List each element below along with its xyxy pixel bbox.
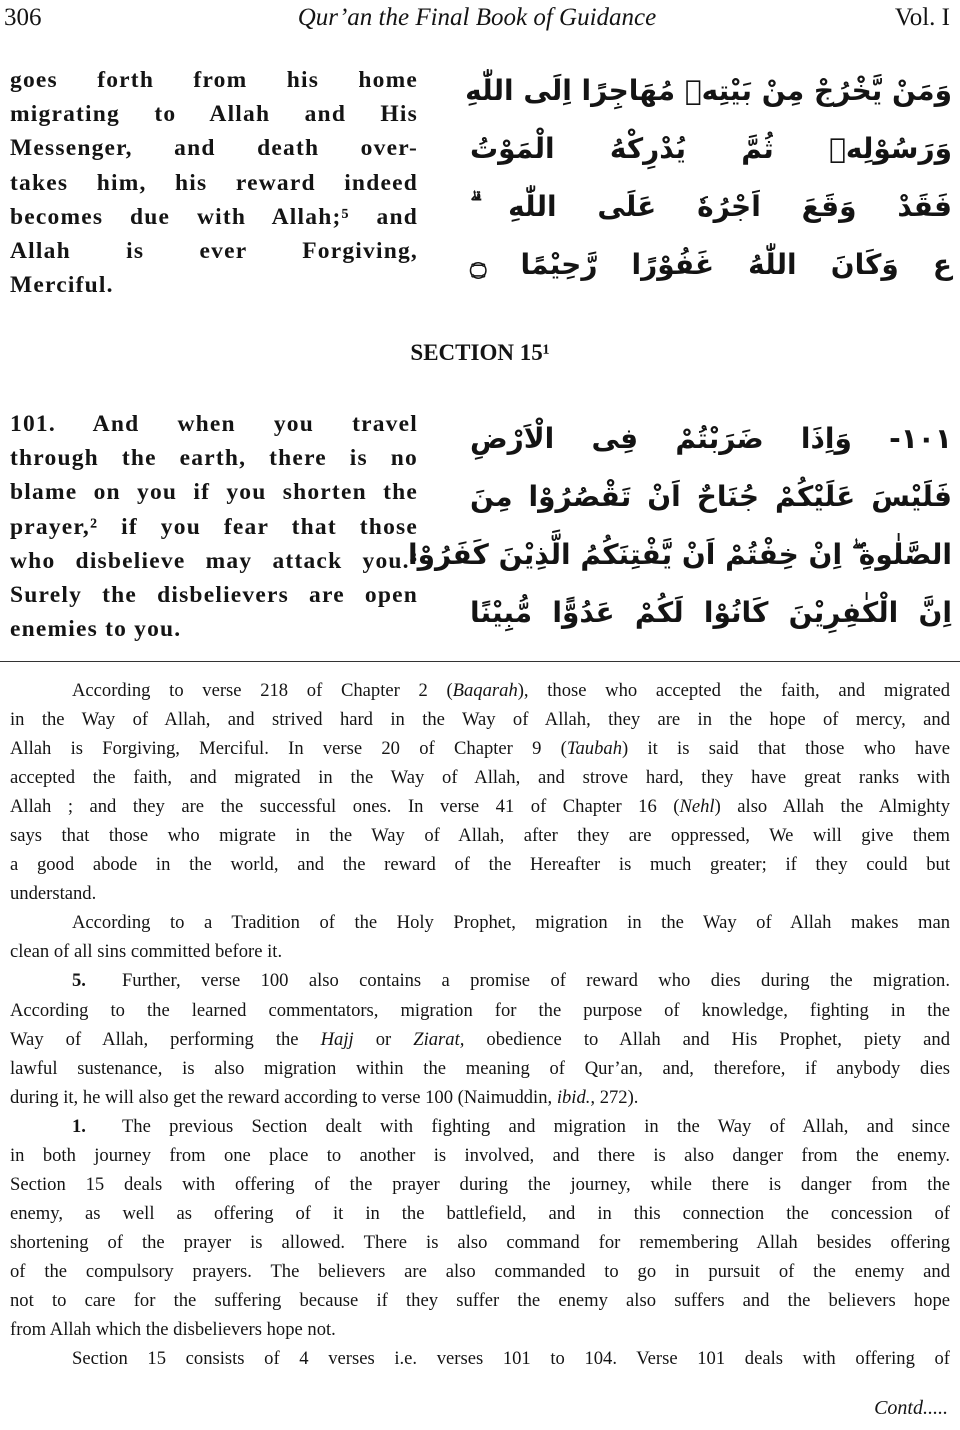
text: in both journey from one place to another is involved, and there is also danger from the enemy. <box>10 1144 950 1166</box>
footnote-line <box>10 1344 950 1373</box>
text: lawful sustenance, is also migration within the meaning of Qur’an, and, therefore, if anybody dies <box>10 1057 950 1079</box>
text: understand. <box>10 883 97 905</box>
footnote-line <box>10 879 950 908</box>
text: in the Way of Allah, and strived hard in the Way of Allah, they are in the hope of mercy, and <box>10 709 950 731</box>
italic-text: Nehl <box>679 796 715 818</box>
footnote-line <box>10 1025 950 1054</box>
text-line: becomes due with Allah;⁵ and <box>10 203 418 230</box>
footnote-line <box>10 1141 950 1170</box>
footnote-line <box>10 937 950 966</box>
footnote-line <box>10 1286 950 1315</box>
footnote-line <box>10 1315 950 1344</box>
text: shortening of the prayer is allowed. There is also command for remembering Allah besides offering <box>10 1231 950 1253</box>
text: 272). <box>595 1086 639 1108</box>
footnote-line <box>10 1054 950 1083</box>
text-line: who disbelieve may attack you.³ <box>10 547 418 574</box>
text: ) also Allah the Almighty <box>714 796 951 818</box>
text: Section 15 consists of 4 verses i.e. verses 101 to 104. Verse 101 deals with offering of <box>72 1348 950 1370</box>
text: of the compulsory prayers. The believers are also commanded to go in pursuit of the enemy and <box>10 1260 950 1282</box>
text: says that those who migrate in the Way of Allah, after they are oppressed, We will give them <box>10 825 950 847</box>
text-line: Messenger, and death over- <box>10 135 418 162</box>
text: from Allah which the disbelievers hope not. <box>10 1319 336 1341</box>
text-line: فَقَدْ وَقَعَ اَجْرُهٗ عَلَى اللّٰهِ ۗ <box>470 190 952 223</box>
footnote-line <box>10 792 950 821</box>
continued-label: Contd..... <box>874 1397 948 1419</box>
text-line: enemies to you. <box>10 616 182 643</box>
page-number: 306 <box>4 4 42 31</box>
footnote-line <box>10 1257 950 1286</box>
text: Allah is Forgiving, Merciful. In verse 20 of Chapter 9 ( <box>10 738 567 760</box>
footnote-line <box>10 1170 950 1199</box>
footnote-line <box>10 1228 950 1257</box>
verse-101-english <box>10 407 418 646</box>
text: The previous Section dealt with fighting and migration in the Way of Allah, and since <box>121 1115 950 1137</box>
text-line: ١٠١- وَاِذَا ضَرَبْتُمْ فِى الْاَرْضِ <box>470 422 952 455</box>
text-line: Allah is ever Forgiving, <box>10 237 418 264</box>
text-line: takes him, his reward indeed <box>10 169 418 196</box>
text: enemy, as well as offering of it in the battlefield, and in this connection the concession of <box>10 1202 950 1224</box>
italic-text: Ziarat, <box>413 1028 465 1050</box>
text-line: وَمَنْ يَّخْرُجْ مِنْ بَيْتِهٖ مُهَاجِرًا اِلَى اللّٰهِ <box>465 74 952 107</box>
footnote-line <box>10 705 950 734</box>
footnote-line <box>10 908 950 937</box>
footnote-line <box>10 763 950 792</box>
text-line: prayer,² if you fear that those <box>10 513 418 540</box>
text-line: blame on you if you shorten the <box>10 479 418 506</box>
footnote-line <box>10 1199 950 1228</box>
text-line: 101. And when you travel <box>10 411 418 437</box>
running-title: Qur’an the Final Book of Guidance <box>297 4 657 31</box>
text: Way of Allah, performing the <box>10 1028 321 1050</box>
text-line: Merciful. <box>10 272 114 299</box>
text-line: وَرَسُوْلِهٖ ثُمَّ يُدْرِكْهُ الْمَوْتُ <box>470 132 952 165</box>
page-header <box>4 4 950 32</box>
verse-100-arabic <box>465 62 952 294</box>
text-line: Surely the disbelievers are open <box>10 581 418 608</box>
footnote-line <box>10 734 950 763</box>
text-line: migrating to Allah and His <box>10 101 418 128</box>
footnote-line <box>10 1112 950 1141</box>
footnote-line <box>10 1083 950 1112</box>
italic-text: Hajj <box>320 1028 354 1050</box>
text: According to verse 218 of Chapter 2 ( <box>72 680 453 701</box>
text: According to the learned commentators, migration for the purpose of knowledge, fighting in the <box>10 999 950 1021</box>
footnote-line <box>10 996 950 1025</box>
italic-text: Taubah <box>566 738 622 760</box>
footnote-number: 1. <box>72 1115 86 1137</box>
text: ) it is said that those who have <box>622 738 950 760</box>
text: ), those who accepted the faith, and migrated <box>517 680 950 701</box>
text-line: ع وَكَانَ اللّٰهُ غَفُوْرًا رَّحِيْمًا ۝ <box>470 248 952 281</box>
section-heading: SECTION 15¹ <box>410 340 550 365</box>
text: Further, verse 100 also contains a promise of reward who dies during the migration. <box>121 970 950 992</box>
text-line: through the earth, there is no <box>10 445 418 472</box>
italic-text: ibid., <box>556 1086 596 1108</box>
footnote-line <box>10 966 950 995</box>
footnote-line <box>10 850 950 879</box>
text: not to care for the suffering because if they suffer the enemy also suffers and the believers hope <box>10 1289 950 1311</box>
text: a good abode in the world, and the reward of the Hereafter is much greater; if they could but <box>10 854 950 876</box>
text: According to a Tradition of the Holy Prophet, migration in the Way of Allah makes man <box>72 912 950 934</box>
text: or <box>353 1028 414 1050</box>
footnote-line <box>10 676 950 705</box>
footnote-number: 5. <box>72 970 86 992</box>
verse-101-arabic <box>407 410 952 642</box>
text: clean of all sins committed before it. <box>10 941 283 963</box>
text: Section 15 deals with offering of the prayer during the journey, while there is danger from the <box>10 1173 950 1195</box>
text: Allah ; and they are the successful ones. In verse 41 of Chapter 16 ( <box>10 796 680 818</box>
text-line: فَلَيْسَ عَلَيْكُمْ جُنَاحٌ اَنْ تَقْصُرُوْا مِنَ <box>470 480 952 513</box>
volume-label: Vol. I <box>894 4 950 31</box>
footnote-line <box>10 821 950 850</box>
text: during it, he will also get the reward according to verse 100 (Naimuddin, <box>10 1086 557 1108</box>
italic-text: Baqarah <box>452 680 518 701</box>
text-line: goes forth from his home <box>10 67 418 93</box>
text-line: اِنَّ الْكٰفِرِيْنَ كَانُوْا لَكُمْ عَدُوًّا مُّبِيْنًا <box>470 596 952 629</box>
verse-100-english <box>10 63 418 302</box>
text: accepted the faith, and migrated in the Way of Allah, and strove hard, they have great ranks with <box>10 767 950 789</box>
footnotes <box>10 676 950 1373</box>
text-line: الصَّلٰوةِ ۖ اِنْ خِفْتُمْ اَنْ يَّفْتِنَكُمُ الَّذِيْنَ كَفَرُوْا <box>407 538 952 571</box>
text: obedience to Allah and His Prophet, piety and <box>464 1028 950 1050</box>
footnote-divider <box>0 661 960 662</box>
